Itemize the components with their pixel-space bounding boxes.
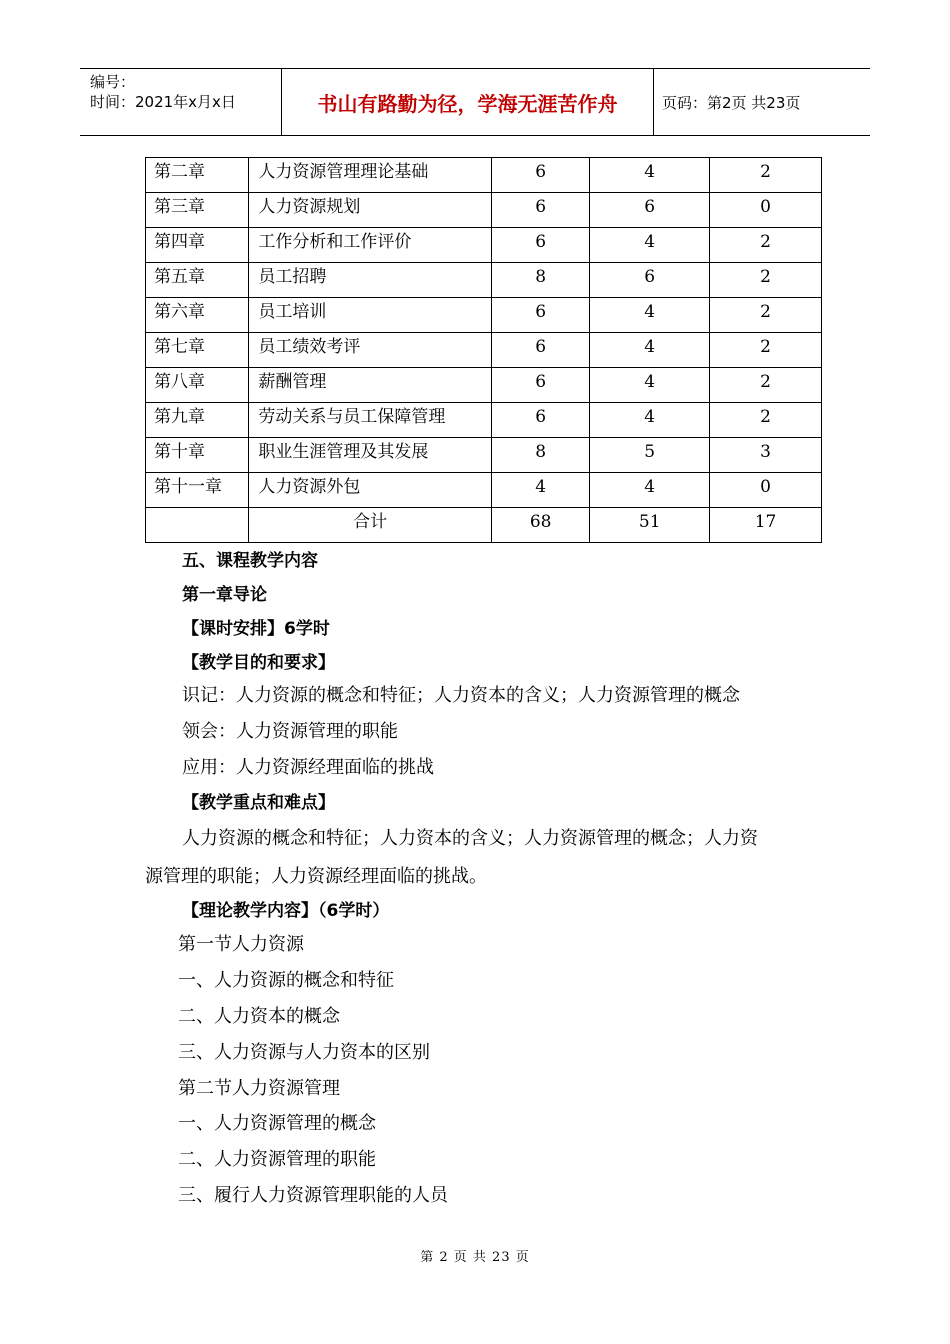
section-2-item-3: 三、履行人力资源管理职能的人员 bbox=[178, 1185, 448, 1206]
table-cell: 员工培训 bbox=[249, 298, 492, 333]
table-cell: 人力资源管理理论基础 bbox=[249, 158, 492, 193]
table-cell: 2 bbox=[710, 403, 822, 438]
table-row bbox=[146, 298, 822, 333]
table-cell: 17 bbox=[710, 508, 822, 543]
goal-apply: 应用：人力资源经理面临的挑战 bbox=[182, 757, 434, 778]
table-cell: 合计 bbox=[249, 508, 492, 543]
table-row bbox=[146, 228, 822, 263]
header-page-info: 页码：第2页 共23页 bbox=[662, 93, 801, 112]
table-cell bbox=[146, 508, 249, 543]
table-cell: 第十一章 bbox=[146, 473, 249, 508]
table-cell: 2 bbox=[710, 263, 822, 298]
table-cell: 2 bbox=[710, 158, 822, 193]
table-cell: 2 bbox=[710, 228, 822, 263]
table-cell: 人力资源外包 bbox=[249, 473, 492, 508]
table-row bbox=[146, 438, 822, 473]
key-line-1: 人力资源的概念和特征；人力资本的含义；人力资源管理的概念；人力资 bbox=[182, 828, 758, 849]
table-cell: 4 bbox=[590, 298, 710, 333]
table-row bbox=[146, 333, 822, 368]
table-cell: 4 bbox=[590, 158, 710, 193]
table-cell: 6 bbox=[491, 228, 589, 263]
goal-understand: 领会：人力资源管理的职能 bbox=[182, 721, 398, 742]
table-row bbox=[146, 368, 822, 403]
goals-heading: 【教学目的和要求】 bbox=[182, 653, 335, 673]
table-cell: 8 bbox=[491, 438, 589, 473]
key-heading: 【教学重点和难点】 bbox=[182, 793, 335, 813]
table-cell: 第八章 bbox=[146, 368, 249, 403]
table-cell: 第十章 bbox=[146, 438, 249, 473]
table-cell: 2 bbox=[710, 333, 822, 368]
time-label: 时间：2021年x月x日 bbox=[90, 93, 236, 111]
number-label: 编号： bbox=[90, 73, 136, 91]
section-1-item-1: 一、人力资源的概念和特征 bbox=[178, 970, 394, 991]
table-cell: 人力资源规划 bbox=[249, 193, 492, 228]
table-cell: 第三章 bbox=[146, 193, 249, 228]
table-cell: 0 bbox=[710, 193, 822, 228]
table-cell: 员工绩效考评 bbox=[249, 333, 492, 368]
table-cell: 员工招聘 bbox=[249, 263, 492, 298]
table-cell: 68 bbox=[491, 508, 589, 543]
table-cell: 6 bbox=[491, 298, 589, 333]
section-2-item-1: 一、人力资源管理的概念 bbox=[178, 1113, 376, 1134]
table-cell: 51 bbox=[590, 508, 710, 543]
table-cell: 薪酬管理 bbox=[249, 368, 492, 403]
table-cell: 第七章 bbox=[146, 333, 249, 368]
table-cell: 8 bbox=[491, 263, 589, 298]
table-cell: 第四章 bbox=[146, 228, 249, 263]
table-row bbox=[146, 473, 822, 508]
table-cell: 2 bbox=[710, 368, 822, 403]
section-1-item-3: 三、人力资源与人力资本的区别 bbox=[178, 1042, 430, 1063]
table-cell: 第九章 bbox=[146, 403, 249, 438]
table-row bbox=[146, 263, 822, 298]
table-cell: 劳动关系与员工保障管理 bbox=[249, 403, 492, 438]
table-row bbox=[146, 193, 822, 228]
section-2-item-2: 二、人力资源管理的职能 bbox=[178, 1149, 376, 1170]
table-cell: 6 bbox=[491, 368, 589, 403]
table-cell: 4 bbox=[590, 228, 710, 263]
table-cell: 4 bbox=[590, 368, 710, 403]
table-cell: 4 bbox=[590, 473, 710, 508]
table-cell: 3 bbox=[710, 438, 822, 473]
table-cell: 6 bbox=[491, 193, 589, 228]
key-line-2: 源管理的职能；人力资源经理面临的挑战。 bbox=[145, 866, 487, 887]
table-cell: 6 bbox=[491, 333, 589, 368]
table-cell: 6 bbox=[491, 158, 589, 193]
table-cell: 6 bbox=[590, 193, 710, 228]
table-total-row bbox=[146, 508, 822, 543]
table-cell: 2 bbox=[710, 298, 822, 333]
goal-memorize: 识记：人力资源的概念和特征；人力资本的含义；人力资源管理的概念 bbox=[182, 685, 740, 706]
theory-heading: 【理论教学内容】（6学时） bbox=[182, 901, 390, 921]
table-cell: 0 bbox=[710, 473, 822, 508]
section-1-item-2: 二、人力资本的概念 bbox=[178, 1006, 340, 1027]
table-cell: 第五章 bbox=[146, 263, 249, 298]
hours-line: 【课时安排】6学时 bbox=[182, 619, 330, 639]
table-cell: 4 bbox=[590, 403, 710, 438]
header-meta bbox=[80, 69, 282, 135]
chapter-title: 第一章导论 bbox=[182, 585, 267, 605]
section-title: 五、课程教学内容 bbox=[182, 551, 318, 571]
page-footer: 第 2 页 共 23 页 bbox=[420, 1250, 530, 1265]
table-cell: 第六章 bbox=[146, 298, 249, 333]
table-cell: 4 bbox=[590, 333, 710, 368]
table-cell: 6 bbox=[590, 263, 710, 298]
table-cell: 5 bbox=[590, 438, 710, 473]
table-cell: 第二章 bbox=[146, 158, 249, 193]
header-motto: 书山有路勤为径，学海无涯苦作舟 bbox=[282, 69, 654, 135]
table-cell: 工作分析和工作评价 bbox=[249, 228, 492, 263]
table-cell: 6 bbox=[491, 403, 589, 438]
table-cell: 4 bbox=[491, 473, 589, 508]
table-row bbox=[146, 158, 822, 193]
section-1: 第一节人力资源 bbox=[178, 934, 304, 955]
page-header bbox=[80, 68, 870, 136]
hours-table bbox=[145, 157, 822, 543]
section-2: 第二节人力资源管理 bbox=[178, 1078, 340, 1099]
table-cell: 职业生涯管理及其发展 bbox=[249, 438, 492, 473]
table-row bbox=[146, 403, 822, 438]
